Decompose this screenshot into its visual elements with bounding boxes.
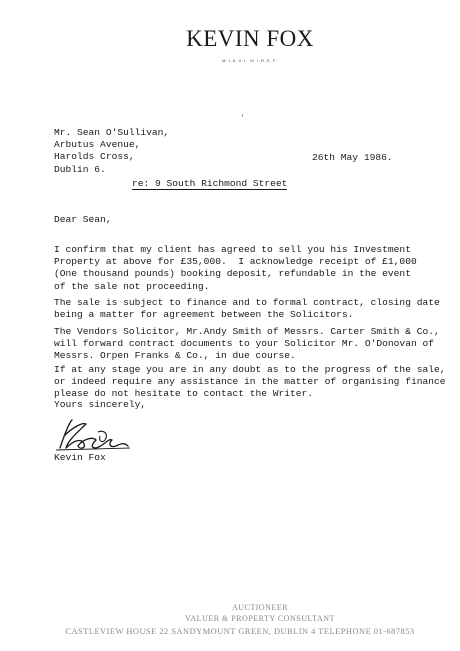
letterhead-subtitle: M.I.A.V.I. M.I.R.E.F. <box>222 58 278 63</box>
letter-date: 26th May 1986. <box>312 152 393 163</box>
recipient-line-1: Mr. Sean O'Sullivan, <box>54 127 170 138</box>
footer-line-1: AUCTIONEER <box>231 603 289 612</box>
subject-text: re: 9 South Richmond Street <box>132 178 288 189</box>
letterhead-name: KEVIN FOX <box>186 26 314 51</box>
salutation: Dear Sean, <box>54 214 112 225</box>
closing: Yours sincerely, <box>54 399 147 410</box>
subject-line <box>132 178 287 190</box>
recipient-line-3: Harolds Cross, <box>54 151 135 163</box>
paragraph-4: If at any stage you are in any doubt as to the progress of the sale, or indeed require any assistance in the matter of organising finance please do not hesitate to contact the Writer. <box>54 364 446 400</box>
recipient-line-4: Dublin 6. <box>54 163 106 175</box>
paragraph-1: I confirm that my client has agreed to sell you his Investment Property at above for £35,000. I acknowledge receipt of £1,000 (One thousand pounds) booking deposit, refundable in the event of the sale not proceeding. <box>54 244 417 292</box>
stray-mark: ʼ <box>241 113 244 122</box>
footer-line-3: CASTLEVIEW HOUSE 22 SANDYMOUNT GREEN, DUBLIN 4 TELEPHONE 01-687853 <box>65 627 415 636</box>
recipient-address <box>54 127 169 176</box>
paragraph-2: The sale is subject to finance and to formal contract, closing date being a matter for agreement between the Solicitors. <box>54 297 440 321</box>
signature-name: Kevin Fox <box>54 452 106 463</box>
recipient-line-2: Arbutus Avenue, <box>54 139 141 151</box>
paragraph-3: The Vendors Solicitor, Mr.Andy Smith of Messrs. Carter Smith & Co., will forward contract documents to your Solicitor Mr. O'Donovan of Messrs. Orpen Franks & Co., in due course. <box>54 326 440 362</box>
footer-line-2: VALUER & PROPERTY CONSULTANT <box>185 614 335 623</box>
handwritten-signature <box>52 418 132 456</box>
